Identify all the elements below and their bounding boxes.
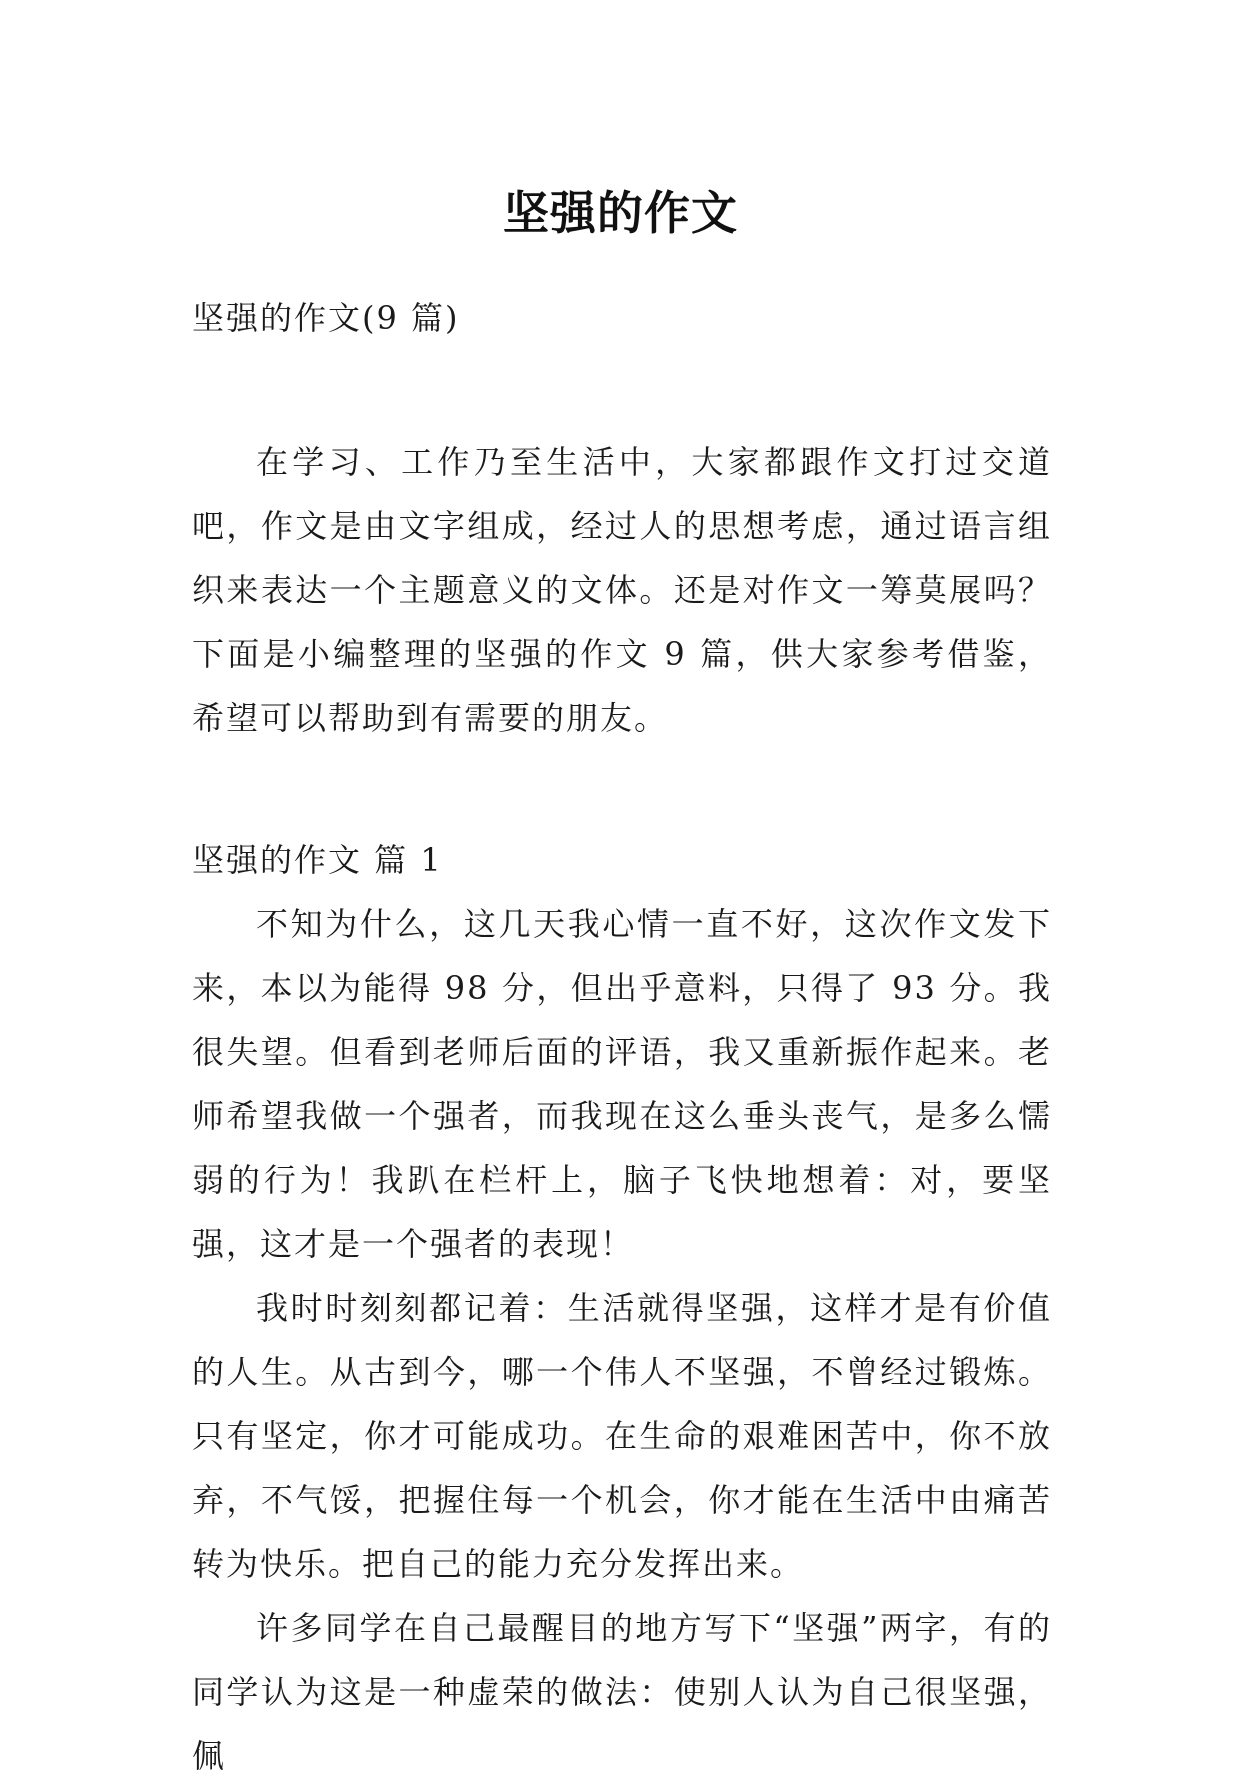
intro-paragraph: 在学习、工作乃至生活中，大家都跟作文打过交道吧，作文是由文字组成，经过人的思想考虑，通过语言组织来表达一个主题意义的文体。还是对作文一筹莫展吗？下面是小编整理的坚强的作文 9 篇，供大家参考借鉴，希望可以帮助到有需要的朋友。 <box>192 443 1052 737</box>
spacer <box>192 750 1052 828</box>
document-subtitle: 坚强的作文(9 篇) <box>192 299 460 337</box>
document-title: 坚强的作文 <box>503 185 738 240</box>
body-paragraph: 我时时刻刻都记着：生活就得坚强，这样才是有价值的人生。从古到今，哪一个伟人不坚强，不曾经过锻炼。只有坚定，你才可能成功。在生命的艰难困苦中，你不放弃，不气馁，把握住每一个机会，你才能在生活中由痛苦转为快乐。把自己的能力充分发挥出来。 <box>192 1289 1052 1583</box>
section-heading: 坚强的作文 篇 1 <box>192 841 443 879</box>
body-paragraph: 许多同学在自己最醒目的地方写下“坚强”两字，有的同学认为这是一种虚荣的做法：使别人认为自己很坚强，佩 <box>192 1609 1052 1775</box>
body-paragraph: 不知为什么，这几天我心情一直不好，这次作文发下来，本以为能得 98 分，但出乎意料，只得了 93 分。我很失望。但看到老师后面的评语，我又重新振作起来。老师希望我做一个强者，而我现在这么垂头丧气，是多么懦弱的行为！我趴在栏杆上，脑子飞快地想着：对，要坚强，这才是一个强者的表现！ <box>192 905 1052 1263</box>
spacer <box>192 350 1052 430</box>
document-body <box>192 286 1052 1788</box>
